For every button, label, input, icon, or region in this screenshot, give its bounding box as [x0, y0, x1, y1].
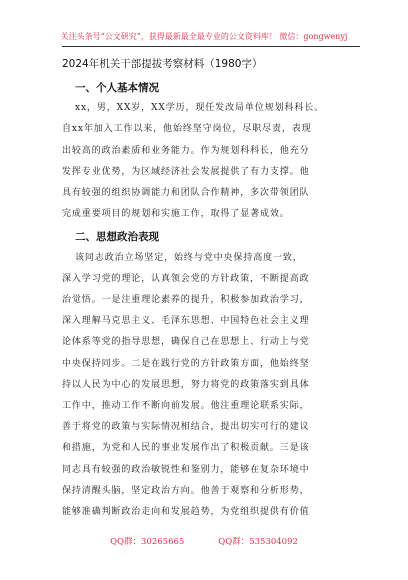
- section-heading-basic-info: 一、个人基本情况: [75, 82, 159, 94]
- paragraph-line: 中央保持同步。二是在践行党的方针政策方面，他始终坚: [62, 359, 310, 369]
- footer-qq-group-2: QQ群：535304092: [218, 537, 298, 547]
- paragraph-line: 深入学习党的理论，认真领会党的方针政策，不断提高政: [62, 274, 310, 284]
- section-heading-political-performance: 二、思想政治表现: [75, 231, 159, 243]
- paragraph-line: 持以人民为中心的发展思想，努力将党的政策落实到具体: [62, 380, 310, 390]
- paragraph-line: 完成重要项目的规划和实施工作，取得了显著成效。: [62, 209, 290, 219]
- paragraph-line: xx，男，XX岁，XX学历，现任发改局单位规划科科长。: [75, 103, 325, 113]
- paragraph-line: 善于将党的政策与实际情况相结合，提出切实可行的建议: [62, 422, 310, 432]
- paragraph-line: 该同志政治立场坚定，始终与党中央保持高度一致，: [75, 253, 303, 263]
- paragraph-line: 出较高的政治素质和业务能力。作为规划科科长，他充分: [62, 146, 310, 156]
- paragraph-line: 发挥专业优势，为区域经济社会发展提供了有力支撑。他: [62, 167, 310, 177]
- header-watermark-note: 关注头条号“公文研究”，获得最新最全最专业的公文资料库！ 微信：gongwenyj: [60, 32, 348, 41]
- paragraph-line: 深入理解马克思主义、毛泽东思想、中国特色社会主义理: [62, 316, 310, 326]
- paragraph-line: 工作中，推动工作不断向前发展。他注重理论联系实际，: [62, 401, 310, 411]
- paragraph-line: 能够准确判断政治走向和发展趋势，为党组织提供有价值: [62, 507, 310, 517]
- paragraph-line: 同志具有较强的政治敏锐性和鉴别力，能够在复杂环境中: [62, 465, 310, 475]
- paragraph-line: 保持清醒头脑，坚定政治方向。他善于观察和分析形势，: [62, 486, 310, 496]
- paragraph-line: 和措施，为党和人民的事业发展作出了积极贡献。三是该: [62, 443, 310, 453]
- header-divider: [62, 46, 360, 47]
- footer-contact: [0, 535, 408, 547]
- paragraph-line: 治觉悟。一是注重理论素养的提升，积极参加政治学习，: [62, 295, 310, 305]
- paragraph-line: 论体系等党的指导思想，确保自己在思想上、行动上与党: [62, 337, 310, 347]
- footer-qq-group-1: QQ群：30265665: [110, 537, 185, 547]
- document-title: 2024年机关干部提拔考察材料（1980字）: [62, 58, 263, 70]
- paragraph-line: 具有较强的组织协调能力和团队合作精神，多次带领团队: [62, 188, 310, 198]
- paragraph-line: 自xx年加入工作以来，他始终坚守岗位，尽职尽责，表现: [62, 124, 312, 134]
